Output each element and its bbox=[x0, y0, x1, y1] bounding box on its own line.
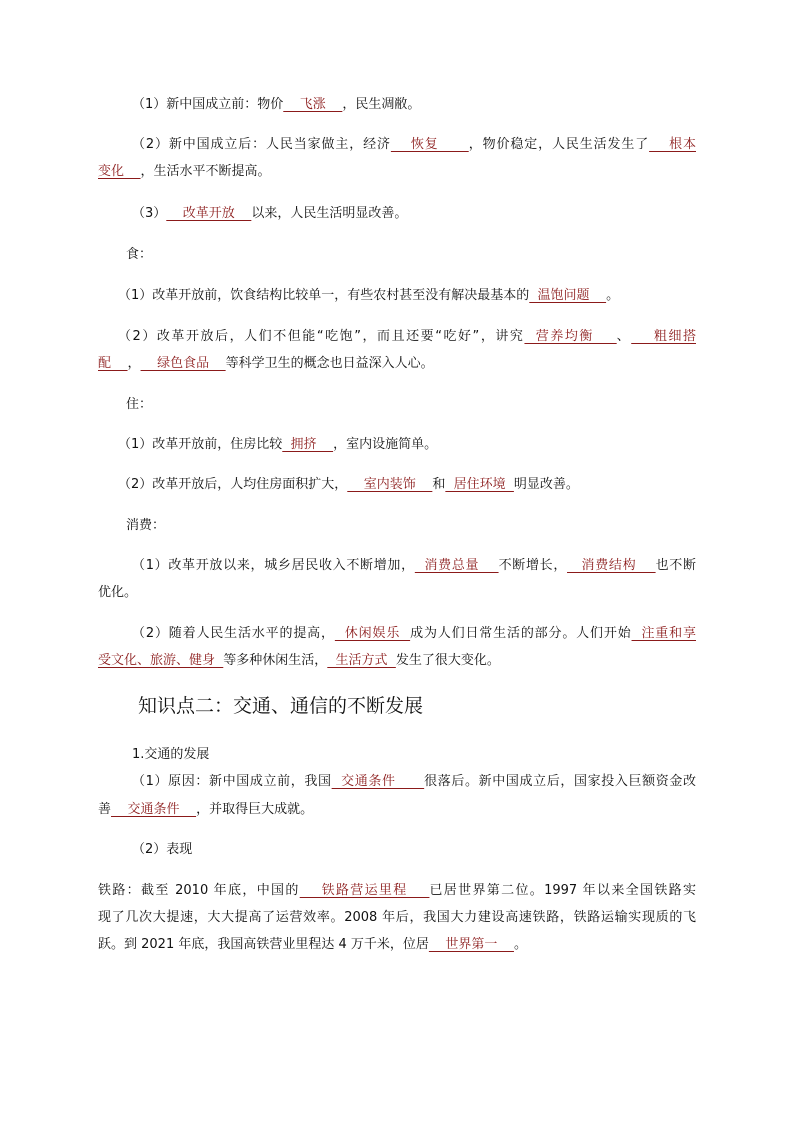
answer-blank: 变化 bbox=[98, 164, 125, 179]
line-railway-3: 跃。到 2021 年底，我国高铁营业里程达 4 万千米，位居 世界第一 。 bbox=[98, 937, 527, 952]
section-food: 食： bbox=[126, 247, 153, 262]
section-consumption: 消费： bbox=[126, 518, 166, 533]
answer-blank: 室内装饰 bbox=[347, 477, 433, 492]
line-housing-after: （2）改革开放后，人均住房面积扩大， 室内装饰 和 居住环境 明显改善。 bbox=[118, 477, 579, 492]
line-consumption-2: （2）随着人民生活水平的提高， 休闲娱乐 成为人们日常生活的部分。人们开始 注重和享 bbox=[132, 626, 696, 641]
line-food-before: （1）改革开放前，饮食结构比较单一，有些农村甚至没有解决最基本的 温饱问题 。 bbox=[118, 288, 620, 303]
section-housing: 住： bbox=[126, 397, 153, 412]
answer-blank: 绿色食品 bbox=[140, 356, 226, 371]
answer-blank: 恢复 bbox=[390, 137, 469, 152]
answer-blank: 生活方式 bbox=[327, 653, 396, 668]
answer-blank: 交通条件 bbox=[331, 774, 425, 789]
line-after-founding-cont: 变化 ，生活水平不断提高。 bbox=[98, 164, 271, 179]
section-heading: 知识点二：交通、通信的不断发展 bbox=[138, 695, 424, 717]
line-performance: （2）表现 bbox=[132, 842, 193, 857]
answer-blank: 粗细搭 bbox=[631, 329, 696, 344]
line-railway-2: 现了几次大提速，大大提高了运营效率。2008 年后，我国大力建设高速铁路，铁路运输实现质的飞 bbox=[98, 910, 696, 925]
answer-blank: 根本 bbox=[649, 137, 696, 152]
answer-blank: 改革开放 bbox=[166, 206, 252, 221]
line-food-after-cont: 配 ， 绿色食品 等科学卫生的概念也日益深入人心。 bbox=[98, 356, 434, 371]
subsection-title: 1.交通的发展 bbox=[132, 747, 210, 762]
answer-blank: 受文化、旅游、健身 bbox=[98, 653, 216, 668]
line-after-founding: （2）新中国成立后：人民当家做主，经济 恢复 ，物价稳定，人民生活发生了 根本 bbox=[132, 137, 696, 152]
line-transport-reason-cont: 善 交通条件 ，并取得巨大成就。 bbox=[98, 802, 314, 817]
answer-blank: 世界第一 bbox=[428, 937, 514, 952]
line-reform: （3） 改革开放 以来，人民生活明显改善。 bbox=[132, 206, 408, 221]
line-consumption-1-cont: 优化。 bbox=[98, 585, 138, 600]
answer-blank: 营养均衡 bbox=[524, 329, 617, 344]
answer-blank: 温饱问题 bbox=[529, 288, 607, 303]
line-transport-reason: （1）原因：新中国成立前，我国 交通条件 很落后。新中国成立后，国家投入巨额资金改 bbox=[132, 774, 696, 789]
answer-blank: 配 bbox=[98, 356, 112, 371]
answer-blank: 铁路营运里程 bbox=[299, 883, 430, 898]
answer-blank: 拥挤 bbox=[282, 437, 334, 452]
answer-blank: 居住环境 bbox=[445, 477, 514, 492]
answer-blank: 消费结构 bbox=[567, 558, 656, 573]
line-housing-before: （1）改革开放前，住房比较 拥挤 ，室内设施简单。 bbox=[118, 437, 438, 452]
line-consumption-2-cont: 受文化、旅游、健身 等多种休闲生活， 生活方式 发生了很大变化。 bbox=[98, 653, 500, 668]
answer-blank: 休闲娱乐 bbox=[334, 626, 411, 641]
line-railway-1: 铁路：截至 2010 年底，中国的 铁路营运里程 已居世界第二位。1997 年以来全国铁路实 bbox=[98, 883, 696, 898]
answer-blank: 飞涨 bbox=[283, 97, 343, 112]
answer-blank: 注重和享 bbox=[631, 626, 696, 641]
line-consumption-1: （1）改革开放以来，城乡居民收入不断增加， 消费总量 不断增长， 消费结构 也不断 bbox=[132, 558, 696, 573]
line-food-after: （2）改革开放后，人们不但能“吃饱”，而且还要“吃好”，讲究 营养均衡 、 粗细搭 bbox=[118, 329, 696, 344]
answer-blank: 消费总量 bbox=[414, 558, 499, 573]
line-price-before: （1）新中国成立前：物价 飞涨 ，民生凋敝。 bbox=[132, 97, 421, 112]
answer-blank: 交通条件 bbox=[111, 802, 197, 817]
